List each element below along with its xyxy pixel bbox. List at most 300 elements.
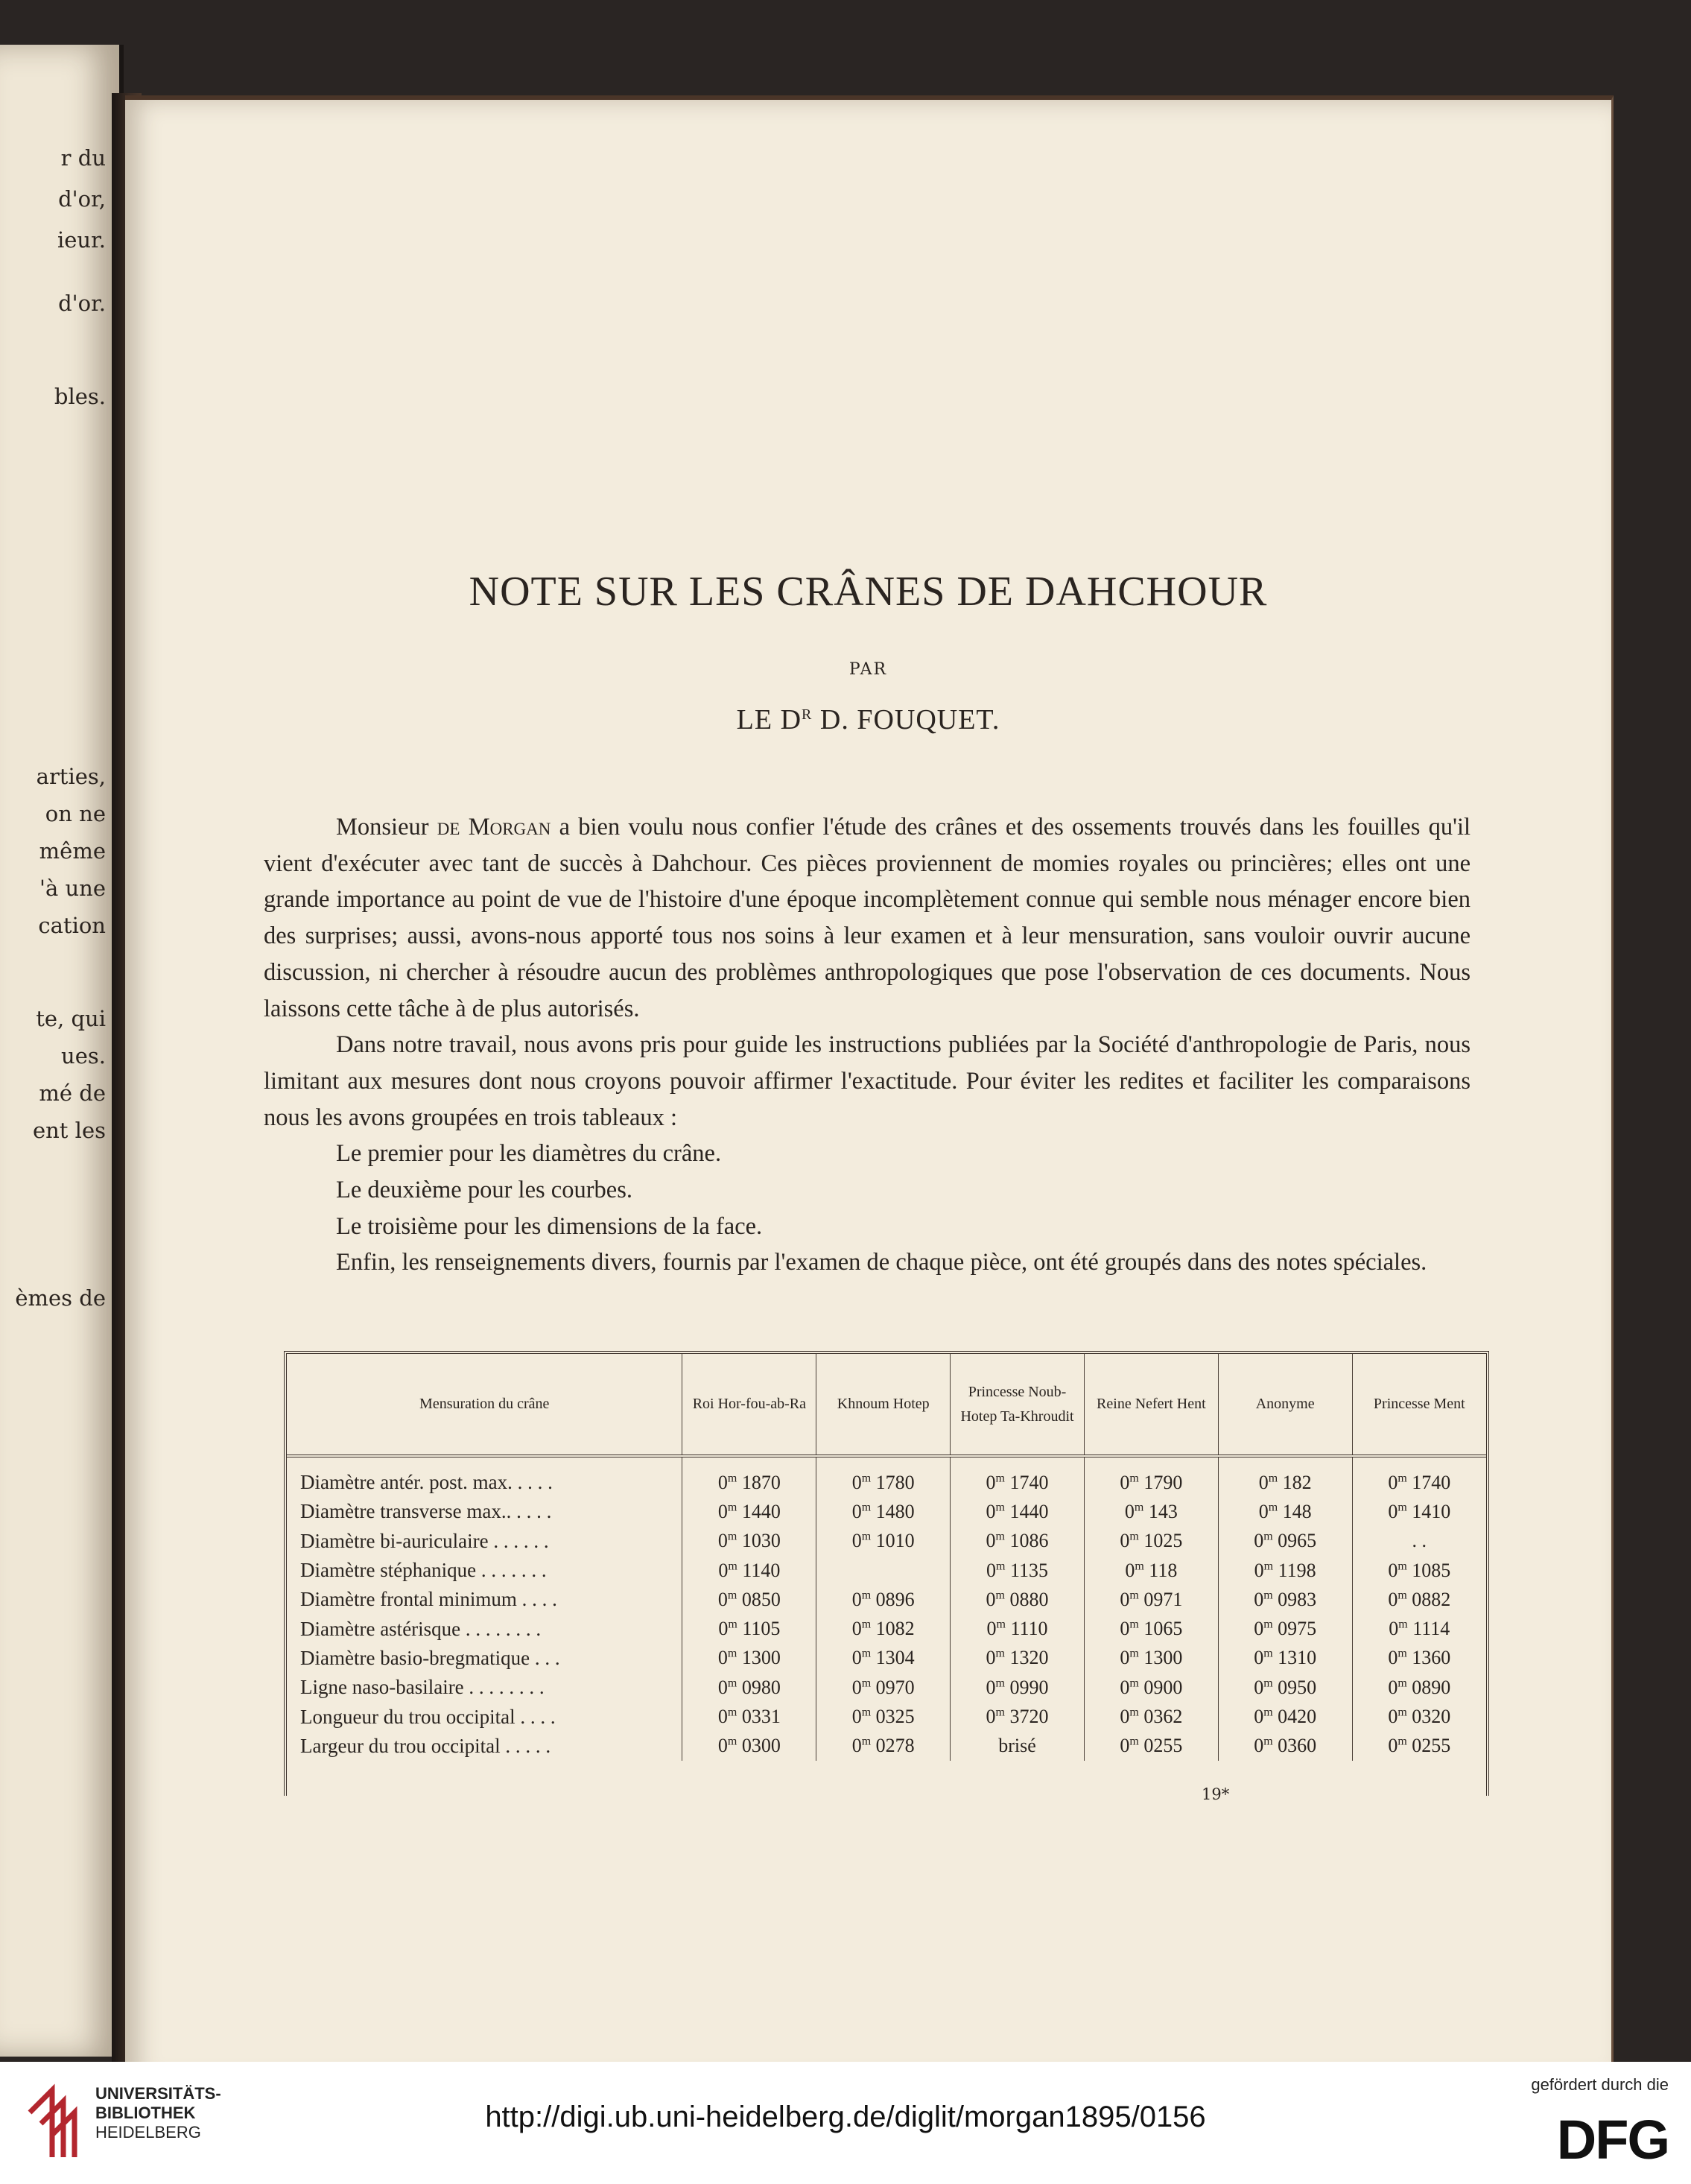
unit-sup: m [1268, 1471, 1278, 1484]
facing-page-text-fragment: èmes de [15, 1285, 106, 1311]
list-item-1: Le premier pour les diamètres du crâne. [336, 1140, 722, 1168]
column-header: Roi Hor-fou-ab-Ra [682, 1354, 816, 1456]
unit-prefix: 0 [718, 1559, 729, 1581]
table-cell [816, 1497, 951, 1526]
list-item-2: Le deuxième pour les courbes. [336, 1177, 632, 1204]
paragraph-2: Dans notre travail, nous avons pris pour guide les instructions publiées par la Société d'anthropologie de Paris, nous limitant aux mesures dont nous croyons pouvoir affirmer l'exactitude. Pour éviter les redites et faciliter les comparaisons nous les avons groupées en trois tableaux : [264, 1031, 1470, 1131]
facing-page-text-fragment: te, qui [36, 1006, 106, 1031]
cell-value: 3720 [1009, 1706, 1049, 1728]
table-cell [951, 1673, 1085, 1702]
unit-prefix: 0 [1124, 1500, 1135, 1522]
cell-value: 1105 [742, 1618, 781, 1640]
unit-prefix: 0 [1120, 1471, 1130, 1493]
table-cell [1084, 1456, 1218, 1497]
table-cell [816, 1644, 951, 1673]
table-header-row [287, 1354, 1486, 1456]
column-header: Mensuration du crâne [287, 1354, 682, 1456]
unit-sup: m [1263, 1589, 1273, 1602]
unit-sup: m [727, 1647, 737, 1660]
table-cell [816, 1556, 951, 1585]
unit-prefix: 0 [1388, 1647, 1398, 1669]
table-cell [682, 1556, 816, 1585]
cell-value: 0950 [1278, 1676, 1317, 1698]
table-cell [1352, 1614, 1486, 1643]
author-sup: R [802, 706, 813, 723]
cell-value: 0320 [1412, 1706, 1451, 1728]
unit-sup: m [1129, 1589, 1139, 1602]
row-label: Diamètre astérisque . . . . . . . . [287, 1614, 682, 1643]
unit-prefix: 0 [851, 1530, 862, 1552]
table-cell [1084, 1527, 1218, 1556]
cell-value: 0300 [741, 1735, 781, 1757]
institution-line-1: UNIVERSITÄTS- [95, 2084, 221, 2103]
cell-value: 1300 [1143, 1647, 1183, 1669]
table-cell [1218, 1702, 1352, 1731]
table-cell [682, 1614, 816, 1643]
unit-prefix: 0 [718, 1618, 729, 1640]
table-cell [816, 1614, 951, 1643]
funding-label: gefördert durch die [1531, 2075, 1669, 2094]
table-cell [951, 1585, 1085, 1614]
author-line [125, 703, 1611, 736]
unit-prefix: 0 [986, 1530, 996, 1552]
cell-value: 1110 [1010, 1618, 1048, 1640]
cell-value: 148 [1282, 1500, 1312, 1522]
unit-sup: m [727, 1735, 737, 1748]
cell-value: 0362 [1143, 1706, 1183, 1728]
unit-sup: m [728, 1559, 737, 1572]
table-cell [1218, 1556, 1352, 1585]
table-cell [682, 1644, 816, 1673]
viewer-footer [0, 2062, 1691, 2184]
unit-prefix: 0 [1254, 1647, 1264, 1669]
unit-sup: m [727, 1589, 737, 1602]
unit-sup: m [1263, 1677, 1273, 1690]
table-cell: brisé [951, 1732, 1085, 1761]
table-cell [1352, 1702, 1486, 1731]
unit-prefix: 0 [717, 1735, 728, 1757]
unit-prefix: 0 [851, 1735, 862, 1757]
cell-value: 1310 [1278, 1647, 1317, 1669]
table-row [287, 1732, 1486, 1761]
cell-value: 1870 [741, 1471, 781, 1493]
permalink-url[interactable]: http://digi.ub.uni-heidelberg.de/diglit/morgan1895/0156 [485, 2101, 1206, 2133]
cell-value: 1300 [741, 1647, 781, 1669]
unit-sup: m [1397, 1735, 1407, 1748]
cell-value: 0360 [1278, 1735, 1317, 1757]
author-prefix: LE D [736, 704, 802, 735]
unit-sup: m [1397, 1589, 1407, 1602]
unit-sup: m [861, 1530, 872, 1543]
unit-sup: m [861, 1706, 872, 1719]
cell-value: 0331 [741, 1706, 781, 1728]
facing-page-text-fragment: bles. [54, 384, 106, 409]
table-cell [1352, 1644, 1486, 1673]
unit-sup: m [996, 1559, 1006, 1572]
table-cell [682, 1585, 816, 1614]
unit-prefix: 0 [986, 1559, 997, 1581]
table-cell [816, 1527, 951, 1556]
table-cell [1084, 1614, 1218, 1643]
table-cell [1352, 1585, 1486, 1614]
table-row [287, 1527, 1486, 1556]
unit-sup: m [1134, 1501, 1144, 1514]
unit-sup: m [996, 1618, 1006, 1631]
facing-page-text-fragment: ues. [61, 1043, 106, 1069]
institution-line-3: HEIDELBERG [95, 2123, 201, 2142]
table-cell [1218, 1527, 1352, 1556]
page-number: 19* [1202, 1785, 1230, 1803]
table-cell [1218, 1456, 1352, 1497]
row-label: Largeur du trou occipital . . . . . [287, 1732, 682, 1761]
unit-sup: m [995, 1677, 1005, 1690]
cell-value: 182 [1282, 1471, 1312, 1493]
cell-value: 0980 [741, 1676, 781, 1698]
cell-value: 1198 [1278, 1559, 1316, 1581]
table-cell: . . [1412, 1530, 1427, 1552]
unit-prefix: 0 [1388, 1471, 1398, 1493]
row-label: Diamètre stéphanique . . . . . . . [287, 1556, 682, 1585]
article-body [264, 809, 1470, 1281]
unit-sup: m [1129, 1647, 1139, 1660]
unit-prefix: 0 [1388, 1559, 1398, 1581]
cell-value: 0325 [875, 1706, 915, 1728]
unit-sup: m [1263, 1706, 1273, 1719]
table-cell [1352, 1497, 1486, 1526]
cell-value: 1025 [1143, 1530, 1183, 1552]
unit-prefix: 0 [851, 1647, 862, 1669]
unit-prefix: 0 [1120, 1706, 1130, 1728]
table-cell [951, 1497, 1085, 1526]
table-cell [1352, 1732, 1486, 1761]
unit-sup: m [1263, 1735, 1273, 1748]
unit-prefix: 0 [1254, 1588, 1264, 1610]
unit-sup: m [995, 1471, 1005, 1484]
row-label: Diamètre antér. post. max. . . . . [287, 1456, 682, 1497]
list-item-3: Le troisième pour les dimensions de la face. [336, 1212, 763, 1240]
table-cell [682, 1702, 816, 1731]
paragraph-1: Monsieur de Morgan a bien voulu nous confier l'étude des crânes et des ossements trouvés dans les fouilles qu'il vient d'exécuter avec tant de succès à Dahchour. Ces pièces proviennent de momies royales ou princières; elles ont une grande importance au point de vue de l'histoire d'une époque incomplètement connue qui semble nous ménager encore bien des surprises; aussi, avons-nous apporté tous nos soins à leur examen et à leur mensuration, sans vouloir ouvrir aucune discussion, ni chercher à résoudre aucun des problèmes anthropologiques que pose l'observation de ces documents. Nous laissons cette tâche à de plus autorisés. [264, 814, 1471, 1022]
table-row [287, 1644, 1486, 1673]
cell-value: 0965 [1278, 1530, 1317, 1552]
unit-sup: m [1263, 1559, 1274, 1572]
unit-sup: m [1263, 1647, 1273, 1660]
dfg-logo: DFG [1556, 2109, 1669, 2171]
cell-value: 143 [1148, 1500, 1178, 1522]
table-cell [1352, 1456, 1486, 1497]
unit-sup: m [1129, 1471, 1139, 1484]
table-cell [951, 1614, 1085, 1643]
facing-page-text-fragment: arties, [36, 764, 106, 789]
table-cell [1084, 1497, 1218, 1526]
cell-value: 0896 [875, 1588, 915, 1610]
table-cell [1218, 1644, 1352, 1673]
unit-sup: m [1129, 1706, 1139, 1719]
table-cell [1218, 1497, 1352, 1526]
table-cell [682, 1732, 816, 1761]
unit-prefix: 0 [1254, 1559, 1264, 1581]
facing-page-text-fragment: mé de [39, 1080, 106, 1106]
table-cell [1084, 1732, 1218, 1761]
facing-page-text-fragment: ieur. [57, 227, 106, 253]
cell-value: 1780 [875, 1471, 915, 1493]
unit-prefix: 0 [717, 1588, 728, 1610]
table-cell [951, 1556, 1085, 1585]
unit-sup: m [995, 1589, 1005, 1602]
unit-sup: m [995, 1530, 1005, 1543]
cell-value: 0278 [875, 1735, 915, 1757]
unit-prefix: 0 [1258, 1471, 1269, 1493]
unit-sup: m [1397, 1706, 1407, 1719]
table-cell [1218, 1585, 1352, 1614]
column-header: Khnoum Hotep [816, 1354, 951, 1456]
cell-value: 0850 [741, 1588, 781, 1610]
table-cell [816, 1732, 951, 1761]
table-cell [816, 1673, 951, 1702]
table-cell [1218, 1732, 1352, 1761]
unit-prefix: 0 [717, 1471, 728, 1493]
row-label: Diamètre basio-bregmatique . . . [287, 1644, 682, 1673]
cell-value: 0900 [1143, 1676, 1183, 1698]
cell-value: 1480 [875, 1500, 915, 1522]
unit-prefix: 0 [1254, 1706, 1264, 1728]
unit-prefix: 0 [717, 1530, 728, 1552]
unit-sup: m [1129, 1618, 1139, 1631]
table-cell [682, 1673, 816, 1702]
unit-prefix: 0 [717, 1500, 728, 1522]
unit-prefix: 0 [1120, 1676, 1130, 1698]
unit-prefix: 0 [986, 1500, 996, 1522]
cell-value: 1320 [1009, 1647, 1049, 1669]
table-cell [951, 1644, 1085, 1673]
book-page [125, 95, 1614, 2082]
unit-sup: m [1129, 1530, 1139, 1543]
unit-prefix: 0 [717, 1647, 728, 1669]
unit-sup: m [861, 1589, 872, 1602]
cell-value: 0990 [1009, 1676, 1049, 1698]
cell-value: 0420 [1278, 1706, 1317, 1728]
unit-prefix: 0 [1125, 1559, 1135, 1581]
unit-prefix: 0 [1120, 1735, 1130, 1757]
cell-value: 1140 [742, 1559, 781, 1581]
table-cell [1218, 1614, 1352, 1643]
unit-prefix: 0 [1388, 1500, 1398, 1522]
unit-prefix: 0 [851, 1500, 862, 1522]
cell-value: 0882 [1412, 1588, 1451, 1610]
table-cell [1084, 1644, 1218, 1673]
unit-prefix: 0 [1120, 1588, 1130, 1610]
cell-value: 1740 [1009, 1471, 1049, 1493]
unit-sup: m [861, 1677, 872, 1690]
unit-prefix: 0 [986, 1706, 996, 1728]
cell-value: 1790 [1143, 1471, 1183, 1493]
unit-prefix: 0 [1120, 1530, 1130, 1552]
unit-sup: m [728, 1618, 737, 1631]
cell-value: 1085 [1412, 1559, 1451, 1581]
unit-sup: m [1129, 1677, 1139, 1690]
unit-sup: m [1397, 1471, 1407, 1484]
column-header: Reine Nefert Hent [1084, 1354, 1218, 1456]
cell-value: 1010 [875, 1530, 915, 1552]
unit-sup: m [995, 1647, 1005, 1660]
unit-prefix: 0 [986, 1471, 996, 1493]
column-header: Anonyme [1218, 1354, 1352, 1456]
unit-sup: m [1135, 1559, 1144, 1572]
unit-prefix: 0 [851, 1618, 862, 1640]
cell-value: 1082 [875, 1618, 915, 1640]
unit-sup: m [1263, 1618, 1273, 1631]
unit-prefix: 0 [986, 1588, 996, 1610]
unit-sup: m [727, 1677, 737, 1690]
unit-prefix: 0 [851, 1676, 862, 1698]
row-label: Diamètre frontal minimum . . . . [287, 1585, 682, 1614]
cell-value: 1740 [1412, 1471, 1451, 1493]
unit-prefix: 0 [1254, 1735, 1264, 1757]
unit-sup: m [1129, 1735, 1139, 1748]
author-name: D. FOUQUET. [812, 704, 1000, 735]
table-row [287, 1585, 1486, 1614]
cell-value: 0880 [1009, 1588, 1049, 1610]
table-row [287, 1673, 1486, 1702]
measurement-table [284, 1351, 1489, 1796]
row-label: Diamètre bi-auriculaire . . . . . . [287, 1527, 682, 1556]
table-cell [951, 1702, 1085, 1731]
unit-prefix: 0 [1388, 1735, 1398, 1757]
table-cell [1352, 1556, 1486, 1585]
unit-prefix: 0 [851, 1471, 862, 1493]
row-label: Ligne naso-basilaire . . . . . . . . [287, 1673, 682, 1702]
table-row [287, 1456, 1486, 1497]
cell-value: 1440 [1009, 1500, 1049, 1522]
unit-sup: m [1397, 1559, 1407, 1572]
byline-par: PAR [848, 660, 888, 679]
facing-page-text-fragment: d'or. [58, 291, 106, 316]
table-cell [682, 1497, 816, 1526]
unit-prefix: 0 [986, 1618, 997, 1640]
cell-value: 0975 [1278, 1618, 1317, 1640]
cell-value: 1410 [1412, 1500, 1451, 1522]
column-header: Princesse Noub-Hotep Ta-Khroudit [951, 1354, 1085, 1456]
unit-sup: m [995, 1501, 1005, 1514]
table-body [287, 1456, 1486, 1761]
unit-prefix: 0 [986, 1647, 996, 1669]
cell-value: 0970 [875, 1676, 915, 1698]
facing-page-text-fragment: cation [38, 913, 106, 938]
facing-page-text-fragment: d'or, [58, 186, 106, 212]
table-row [287, 1497, 1486, 1526]
unit-sup: m [1397, 1647, 1407, 1660]
cell-value: 0255 [1412, 1735, 1451, 1757]
table-cell [682, 1456, 816, 1497]
facing-page-text-fragment: r du [60, 145, 106, 171]
table-cell [682, 1527, 816, 1556]
unit-prefix: 0 [1389, 1618, 1399, 1640]
unit-sup: m [727, 1501, 737, 1514]
unit-sup: m [1397, 1501, 1407, 1514]
unit-prefix: 0 [1254, 1530, 1264, 1552]
unit-prefix: 0 [717, 1706, 728, 1728]
facing-page-text-fragment: ent les [32, 1118, 106, 1143]
facing-page-fragment [0, 45, 124, 2057]
unit-sup: m [861, 1471, 872, 1484]
article-title: NOTE SUR LES CRÂNES DE DAHCHOUR [469, 569, 1268, 615]
unit-sup: m [727, 1530, 737, 1543]
table-cell [1084, 1556, 1218, 1585]
unit-sup: m [1397, 1677, 1407, 1690]
facing-page-text-fragment: 'à une [39, 876, 106, 901]
unit-sup: m [1268, 1501, 1278, 1514]
cell-value: 118 [1149, 1559, 1178, 1581]
cell-value: 0983 [1278, 1588, 1317, 1610]
unit-prefix: 0 [717, 1676, 728, 1698]
cell-value: 1114 [1412, 1618, 1450, 1640]
unit-sup: m [995, 1706, 1005, 1719]
row-label: Diamètre transverse max.. . . . . [287, 1497, 682, 1526]
table-row [287, 1614, 1486, 1643]
unit-sup: m [861, 1647, 872, 1660]
table-cell [1218, 1673, 1352, 1702]
cell-value: 1086 [1009, 1530, 1049, 1552]
unit-prefix: 0 [851, 1706, 862, 1728]
row-label: Longueur du trou occipital . . . . [287, 1702, 682, 1731]
name-de: de [437, 814, 460, 841]
unit-sup: m [1263, 1530, 1273, 1543]
unit-prefix: 0 [1258, 1500, 1269, 1522]
table-row [287, 1702, 1486, 1731]
cell-value: 1440 [741, 1500, 781, 1522]
table-cell [1352, 1673, 1486, 1702]
unit-prefix: 0 [986, 1676, 996, 1698]
institution-line-2: BIBLIOTHEK [95, 2104, 196, 2122]
cell-value: 1030 [741, 1530, 781, 1552]
table-cell [1084, 1585, 1218, 1614]
unit-prefix: 0 [1254, 1618, 1264, 1640]
cell-value: 0255 [1143, 1735, 1183, 1757]
unit-prefix: 0 [851, 1588, 862, 1610]
table-cell [816, 1702, 951, 1731]
unit-prefix: 0 [1388, 1706, 1398, 1728]
cell-value: 1304 [875, 1647, 915, 1669]
unit-sup: m [727, 1471, 737, 1484]
cell-value: 1135 [1009, 1559, 1049, 1581]
unit-prefix: 0 [1120, 1618, 1130, 1640]
unit-sup: m [1398, 1618, 1408, 1631]
cell-value: 1065 [1143, 1618, 1183, 1640]
facing-page-text-fragment: même [39, 838, 106, 864]
table-cell [951, 1456, 1085, 1497]
unit-prefix: 0 [1120, 1647, 1130, 1669]
unit-sup: m [861, 1735, 872, 1748]
unit-prefix: 0 [1254, 1676, 1264, 1698]
cell-value: 1360 [1412, 1647, 1451, 1669]
column-header: Princesse Ment [1352, 1354, 1486, 1456]
table-cell [951, 1527, 1085, 1556]
unit-sup: m [861, 1501, 872, 1514]
table-cell [816, 1585, 951, 1614]
table-cell [1084, 1673, 1218, 1702]
facing-page-text-fragment: on ne [45, 801, 106, 826]
unit-prefix: 0 [1388, 1588, 1398, 1610]
table-cell [1084, 1702, 1218, 1731]
unit-prefix: 0 [1388, 1676, 1398, 1698]
unit-sup: m [727, 1706, 737, 1719]
paragraph-3: Enfin, les renseignements divers, fournis par l'examen de chaque pièce, ont été groupés dans des notes spéciales. [336, 1249, 1427, 1276]
cell-value: 0890 [1412, 1676, 1451, 1698]
cell-value: 0971 [1143, 1588, 1183, 1610]
table-row [287, 1556, 1486, 1585]
name-morgan: Morgan [468, 814, 551, 841]
table-cell [816, 1456, 951, 1497]
